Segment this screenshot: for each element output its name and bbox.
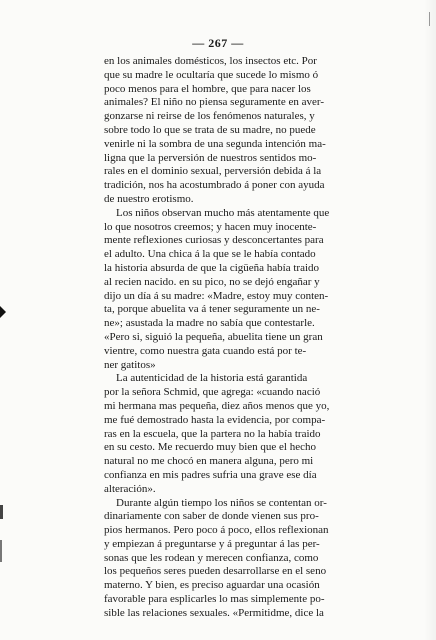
text-line: me fué demostrado hasta la evidencia, por compa-: [104, 413, 326, 426]
text-line: en los animales domésticos, los insectos etc. Por: [104, 55, 317, 67]
text-line: Durante algún tiempo los niños se contentan or-: [116, 496, 327, 509]
text-line: que su madre le ocultaría que sucede lo mismo ó: [104, 68, 319, 81]
scan-edge-mark: [429, 12, 430, 26]
page-number: — 267 —: [192, 36, 244, 50]
text-line: rales en el dominio sexual, perversión debida á la: [104, 165, 322, 178]
text-line: mente reflexiones curiosas y desconcertantes para: [104, 234, 324, 247]
text-line: alteración».: [104, 482, 156, 495]
text-line: vientre, como nuestra gata cuando está por te-: [104, 344, 307, 357]
text-line: ras en la escuela, que la partera no la había traido: [104, 427, 321, 440]
text-line: al recien nacido. en su pico, no se dejó engañar y: [104, 275, 320, 288]
text-line: el adulto. Una chica á la que se le había contado: [104, 248, 316, 261]
text-line: gonzarse ni reirse de los fenómenos naturales, y: [104, 110, 315, 123]
text-line: ligna que la perversión de nuestros sentidos mo-: [104, 151, 317, 164]
page-fold-shadow: [424, 0, 436, 640]
text-line: animales? El niño no piensa seguramente en aver-: [104, 96, 324, 109]
text-line: dijo un día á su madre: «Madre, estoy muy conten-: [104, 289, 329, 302]
scan-edge-mark: [0, 540, 2, 562]
scan-edge-mark: [0, 306, 6, 318]
text-line: sible las relaciones sexuales. «Permitidme, dice la: [104, 606, 324, 619]
text-line: confianza en mis padres sufria una grave ese día: [104, 468, 317, 481]
text-line: dinariamente con saber de donde vienen sus pro-: [104, 510, 319, 523]
text-line: natural no me chocó en manera alguna, pero mi: [104, 455, 314, 468]
text-line: pios hermanos. Pero poco á poco, ellos reflexionan: [104, 524, 329, 537]
text-line: sonas que les rodean y merecen confianza, como: [104, 551, 319, 564]
body-text: [104, 55, 364, 621]
text-line: ner gatitos»: [104, 358, 156, 371]
text-line: Los niños observan mucho más atentamente que: [116, 206, 330, 219]
text-line: La autenticidad de la historia está garantida: [116, 372, 308, 385]
text-line: y empiezan á preguntarse y á preguntar á las per-: [104, 537, 320, 550]
text-line: en su cesto. Me recuerdo muy bien que el hecho: [104, 441, 316, 454]
text-line: venirle ni la sombra de una segunda intención ma-: [104, 137, 326, 150]
text-line: materno. Y bien, es preciso aguardar una ocasión: [104, 579, 320, 592]
scan-edge-mark: [0, 505, 3, 519]
text-line: la historia absurda de que la cigüeña había traido: [104, 261, 320, 274]
text-line: los pequeños seres pueden desarrollarse en el seno: [104, 565, 327, 578]
text-line: por la señora Schmid, que agrega: «cuando nació: [104, 386, 321, 399]
text-line: lo que nosotros creemos; y hacen muy inocente-: [104, 220, 317, 233]
text-line: tradición, nos ha acostumbrado á poner con ayuda: [104, 179, 325, 192]
text-line: de nuestro erotismo.: [104, 192, 194, 205]
text-line: «Pero si, siguió la pequeña, abuelita tiene un gran: [104, 330, 323, 343]
text-line: poco menos para el hombre, que para nacer los: [104, 82, 311, 95]
text-line: sobre todo lo que se trata de su madre, no puede: [104, 123, 316, 136]
text-line: ne»; asustada la madre no sabía que contestarle.: [104, 317, 315, 330]
text-line: mi hermana mas pequeña, diez años menos que yo,: [104, 399, 330, 412]
text-line: favorable para esplicarles lo mas simplemente po-: [104, 593, 325, 606]
text-line: ta, porque abuelita va á tener seguramente un ne-: [104, 303, 320, 316]
